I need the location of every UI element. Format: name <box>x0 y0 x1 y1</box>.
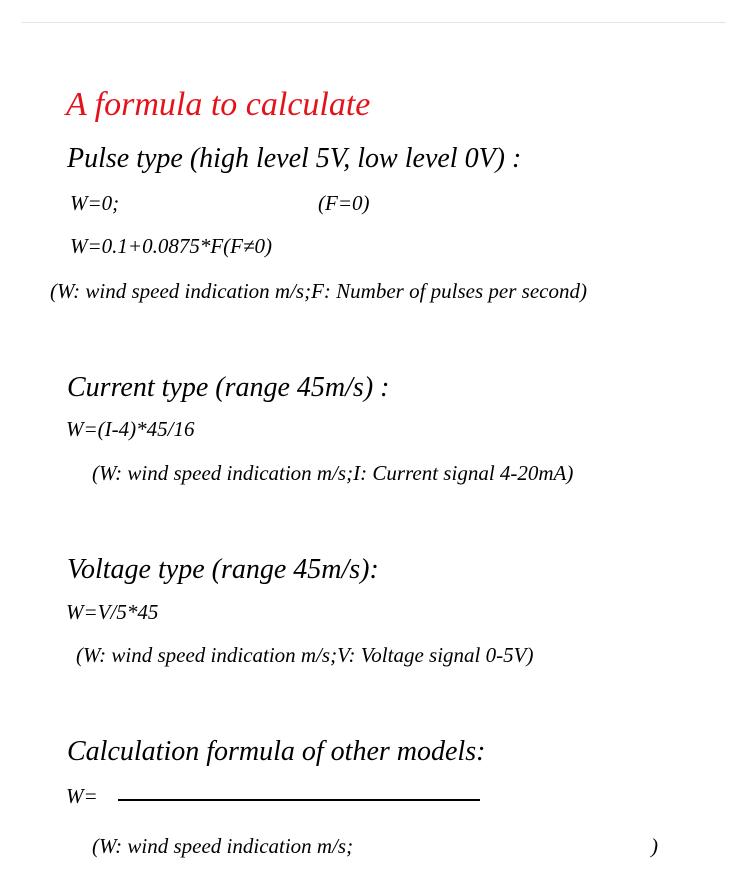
pulse-type-heading: Pulse type (high level 5V, low level 0V) : <box>67 143 522 174</box>
pulse-formula-zero: W=0; <box>70 191 120 215</box>
other-models-heading: Calculation formula of other models: <box>67 736 486 767</box>
formula-blank-line <box>118 799 480 801</box>
other-note-open: (W: wind speed indication m/s; <box>92 834 354 858</box>
pulse-note: (W: wind speed indication m/s;F: Number of pulses per second) <box>50 279 587 303</box>
current-formula: W=(I-4)*45/16 <box>66 417 195 441</box>
top-divider <box>22 22 726 23</box>
voltage-type-heading: Voltage type (range 45m/s): <box>67 554 379 585</box>
pulse-formula-nonzero: W=0.1+0.0875*F(F≠0) <box>70 234 273 258</box>
voltage-note: (W: wind speed indication m/s;V: Voltage signal 0-5V) <box>76 643 534 667</box>
current-type-heading: Current type (range 45m/s) : <box>67 372 390 403</box>
page-title: A formula to calculate <box>66 86 371 123</box>
other-formula-prefix: W= <box>66 784 98 808</box>
other-note-close: ) <box>651 834 658 858</box>
current-note: (W: wind speed indication m/s;I: Current signal 4-20mA) <box>92 461 574 485</box>
pulse-formula-zero-condition: (F=0) <box>318 191 370 215</box>
voltage-formula: W=V/5*45 <box>66 600 159 624</box>
